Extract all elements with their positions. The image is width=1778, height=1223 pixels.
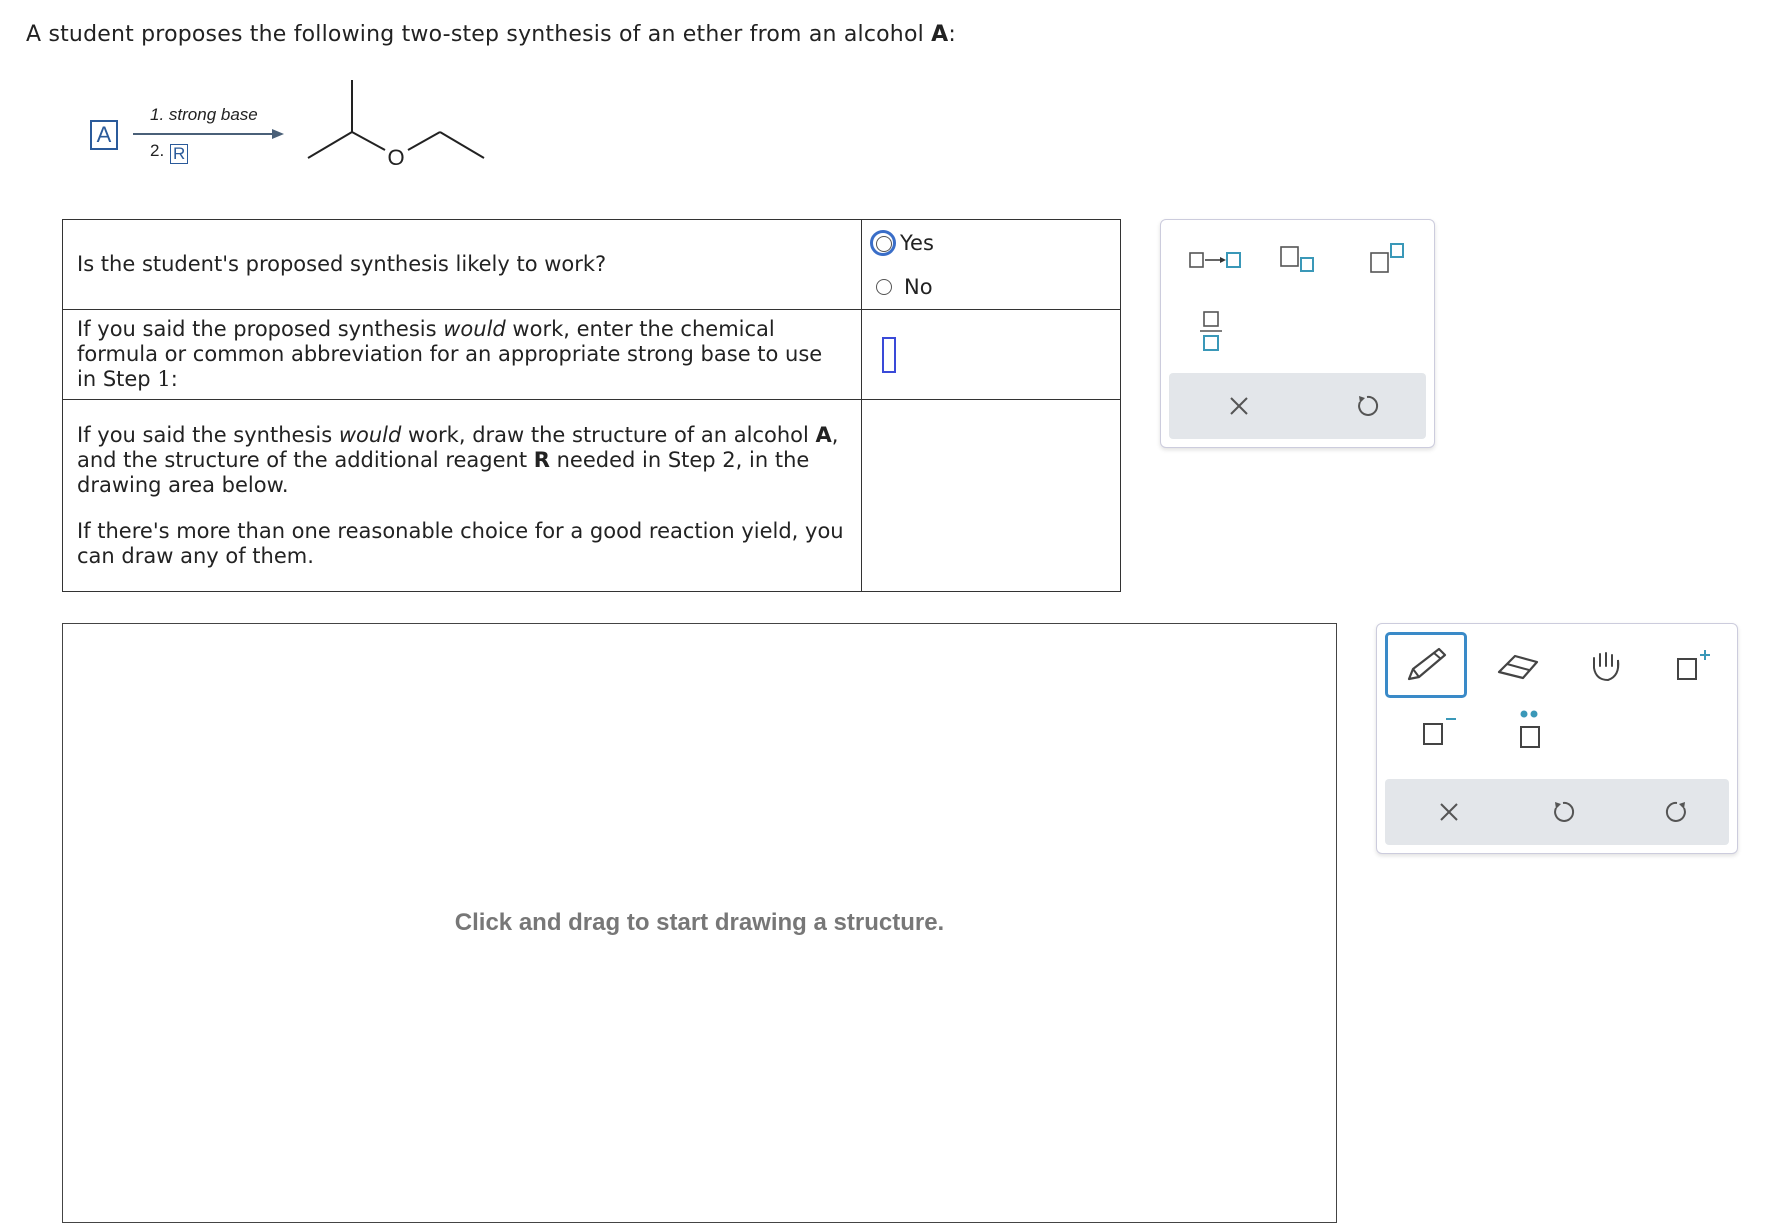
base-answer-input[interactable] [882, 337, 896, 373]
q4-text: If there's more than one reasonable choice for a good reaction yield, you can draw any of them. [77, 518, 844, 568]
clear-icon[interactable] [1419, 779, 1479, 845]
lone-pair-icon[interactable] [1497, 706, 1563, 756]
arrow-template-icon[interactable] [1181, 238, 1251, 282]
pencil-icon[interactable] [1385, 632, 1467, 698]
undo-icon[interactable] [1337, 373, 1397, 439]
formula-palette [1160, 219, 1435, 448]
question-table [62, 219, 1121, 592]
base-answer-cell [862, 310, 1121, 400]
subtract-charge-icon[interactable] [1405, 706, 1471, 756]
answer-radio-cell [862, 220, 1121, 310]
eraser-icon[interactable] [1485, 636, 1551, 696]
fraction-icon[interactable] [1181, 306, 1241, 356]
superscript-icon[interactable] [1359, 238, 1419, 282]
canvas-hint: Click and drag to start drawing a structure. [454, 909, 945, 936]
q1-cell [63, 220, 862, 310]
q2-cell [63, 310, 862, 400]
step2-label: 2. R [150, 141, 188, 164]
product-ether-structure [0, 70, 520, 180]
pan-hand-icon[interactable] [1573, 636, 1639, 696]
reagent-r-box: R [170, 144, 188, 164]
redo-icon[interactable] [1647, 779, 1707, 845]
toolbar-footer [1385, 779, 1729, 845]
oxygen-atom: O [387, 145, 405, 170]
palette-footer [1169, 373, 1426, 439]
radio-yes[interactable] [870, 230, 896, 256]
add-charge-icon[interactable] [1659, 636, 1725, 696]
empty-cell [862, 400, 1121, 592]
step1-label: 1. strong base [150, 105, 258, 124]
question-text: A student proposes the following two-step synthesis of an ether from an alcohol A: [26, 22, 956, 47]
q3-cell [63, 400, 862, 592]
q2-text: If you said the proposed synthesis would work, enter the chemical formula or common abbreviation for an appropriate strong base to use in Step 1: [77, 317, 823, 391]
clear-icon[interactable] [1209, 373, 1269, 439]
undo-icon[interactable] [1533, 779, 1593, 845]
q1-text: Is the student's proposed synthesis likely to work? [77, 252, 607, 276]
reactant-a-box: A [90, 120, 118, 150]
radio-no[interactable] [876, 279, 892, 295]
drawing-toolbar [1376, 623, 1738, 854]
drawing-canvas[interactable] [62, 623, 1337, 1223]
subscript-icon[interactable] [1269, 238, 1329, 282]
option-no[interactable]: No [876, 265, 1106, 309]
q3-text: If you said the synthesis would work, draw the structure of an alcohol A, and the structure of the additional reagent R needed in Step 2, in the drawing area below. [77, 422, 839, 497]
reaction-scheme [0, 70, 520, 180]
option-yes[interactable]: Yes [876, 221, 1106, 265]
